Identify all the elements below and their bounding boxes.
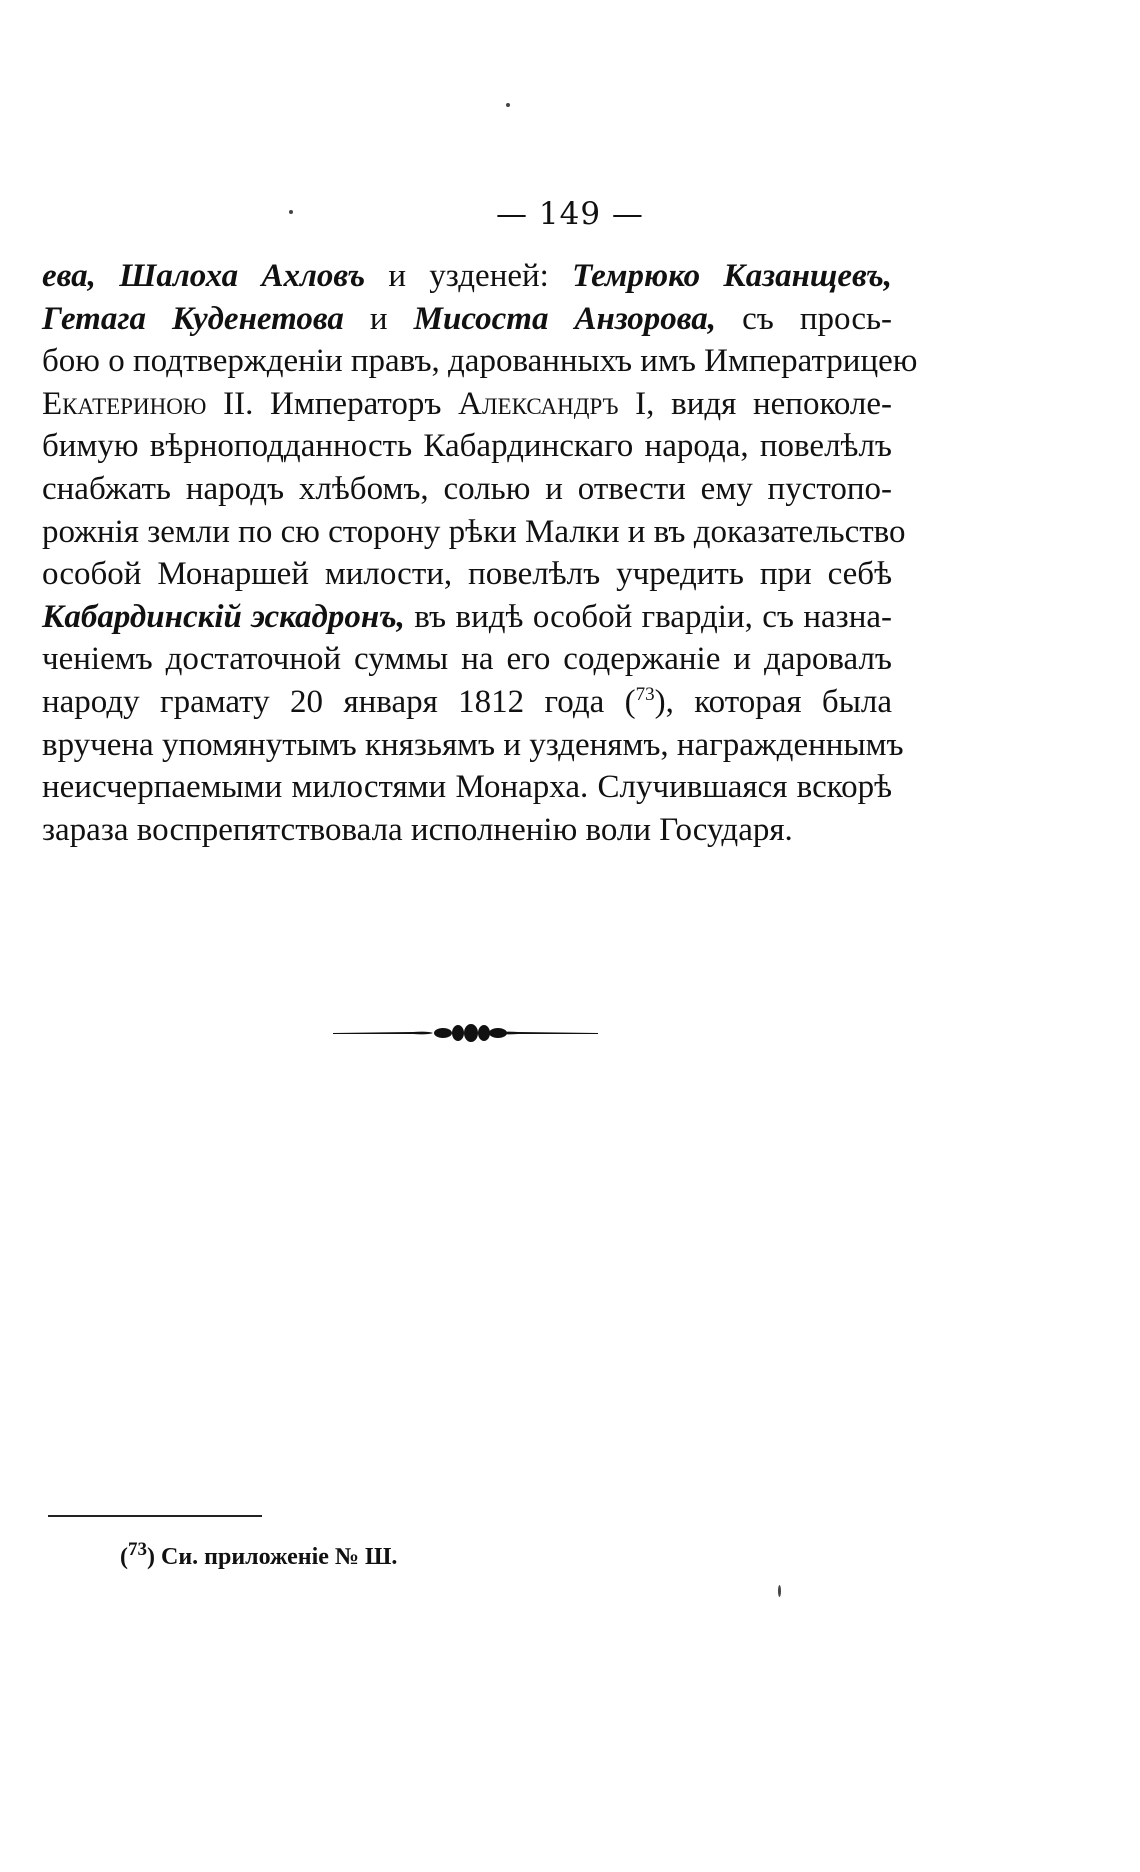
print-speck [289, 210, 293, 214]
text-segment: съ прось- [716, 300, 893, 337]
footnote-rule [48, 1515, 262, 1517]
text-line [42, 298, 892, 341]
text-segment: вручена упомянутымъ князьямъ и узденямъ, награжденнымъ [42, 726, 904, 763]
text-segment: Александръ [458, 385, 619, 422]
text-segment: ева, [42, 258, 120, 294]
text-segment: ), которая была [654, 683, 892, 720]
text-segment: ченіемъ достаточной суммы на его содержаніе и даровалъ [42, 641, 892, 678]
text-segment: и узденей: [365, 258, 573, 294]
print-speck [506, 103, 510, 107]
page-number: — 149 — [496, 196, 644, 232]
text-segment: особой Монаршей милости, повелѣлъ учредить при себѣ [42, 556, 892, 593]
text-line [42, 681, 892, 724]
footnote-reference: 73 [635, 683, 655, 705]
text-line [42, 638, 892, 681]
text-segment: снабжать народъ хлѣбомъ, солью и отвести ему пустопо- [42, 470, 892, 507]
text-segment: и [343, 300, 414, 337]
text-segment: Кабардинскій эскадронъ, [42, 598, 405, 635]
text-segment: Шалоха Ахловъ [119, 258, 366, 294]
text-segment: бимую вѣрноподданность Кабардинскаго народа, повелѣлъ [42, 428, 892, 465]
footnote-marker: 73 [128, 1539, 147, 1560]
text-line [42, 468, 892, 511]
footnote-text: Си. приложеніе № Ш. [161, 1544, 398, 1570]
text-segment: въ видѣ особой гвардіи, съ назна- [404, 598, 892, 635]
ornament-divider [333, 1022, 598, 1044]
text-line [42, 596, 892, 639]
text-line [42, 511, 906, 554]
text-line [42, 383, 892, 426]
text-line [42, 724, 904, 767]
text-segment: Екатериною [42, 385, 207, 422]
text-segment: I, видя непоколе- [618, 385, 892, 422]
text-segment: зараза воспрепятствовала исполненію воли Государя. [42, 811, 793, 848]
text-segment: рожнія земли по сю сторону рѣки Малки и въ доказательство [42, 513, 906, 550]
text-segment: неисчерпаемыми милостями Монарха. Случившаяся вскорѣ [42, 769, 892, 806]
text-line [42, 425, 892, 468]
text-segment: народу грамату 20 января 1812 года ( [42, 683, 636, 720]
text-line [42, 255, 892, 298]
text-line [42, 553, 892, 596]
footnote: ($^{73}$) Си. приложеніе № Ш. [120, 1539, 398, 1570]
text-segment: бою о подтвержденіи правъ, дарованныхъ имъ Императрицею [42, 343, 918, 380]
text-line [42, 766, 892, 809]
text-segment: Темрюко Казанщевъ, [572, 258, 892, 294]
text-line [42, 809, 892, 852]
text-segment: Мисоста Анзорова, [413, 300, 717, 337]
text-line [42, 340, 918, 383]
text-segment: II. Императоръ [206, 385, 459, 422]
print-speck [778, 1585, 781, 1597]
text-segment: Гетага Куденетова [42, 300, 344, 337]
body-text [42, 255, 918, 851]
